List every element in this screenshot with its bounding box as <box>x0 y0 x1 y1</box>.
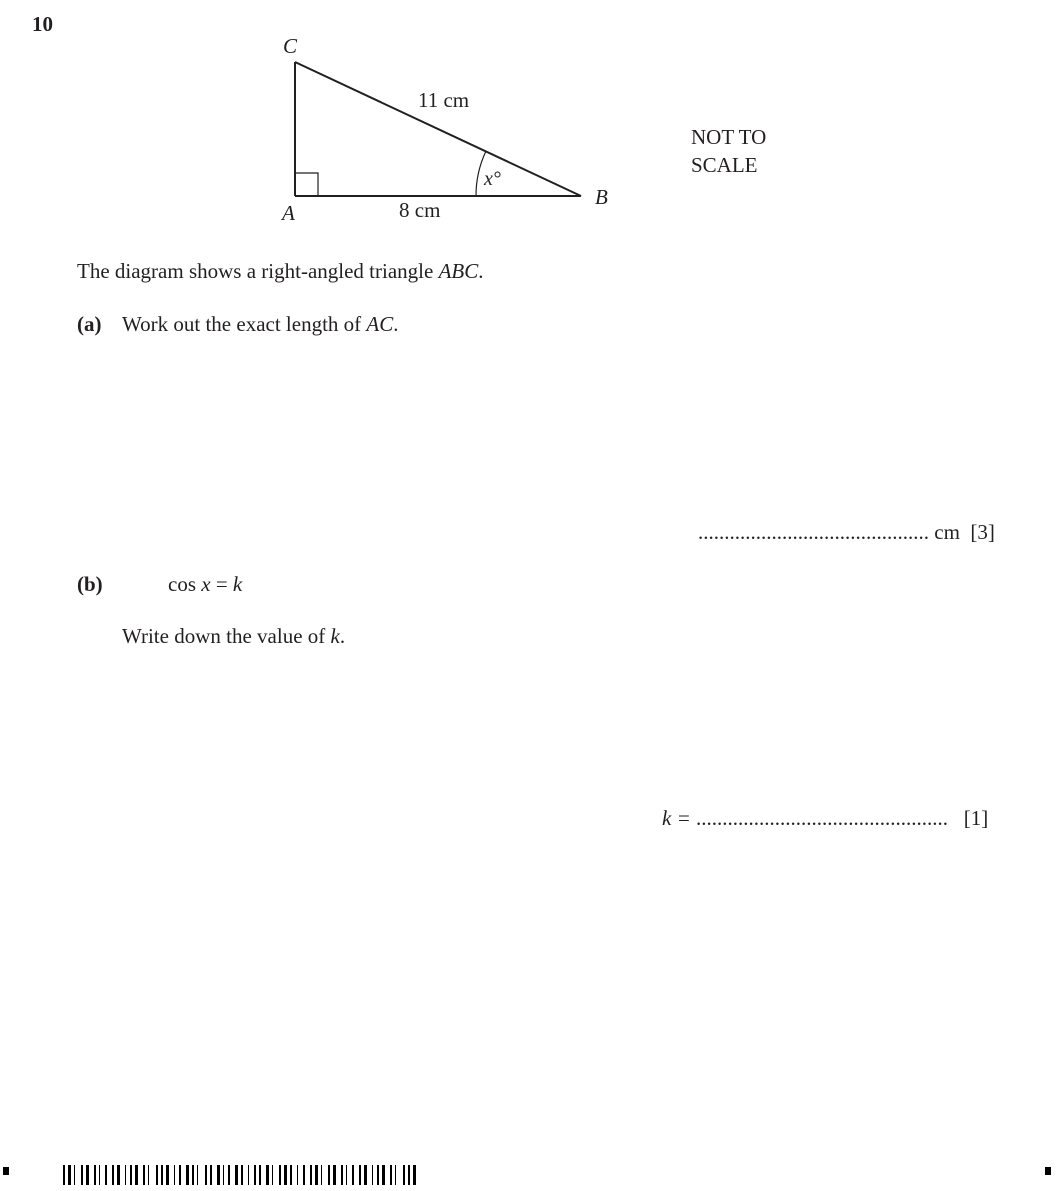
equation-cos: cos <box>168 572 196 596</box>
barcode-bar <box>156 1165 158 1185</box>
barcode-bar <box>390 1165 392 1185</box>
equation-equals: = <box>210 572 233 596</box>
barcode-bar <box>228 1165 230 1185</box>
barcode-bar <box>117 1165 120 1185</box>
vertex-c-label: C <box>283 34 298 58</box>
barcode-bar <box>284 1165 287 1185</box>
barcode-bar <box>68 1165 71 1185</box>
equation-x: x <box>201 572 211 596</box>
barcode-bar <box>125 1165 126 1185</box>
part-a-answer-unit: cm <box>934 520 960 544</box>
barcode-bar <box>395 1165 396 1185</box>
corner-mark-left <box>3 1167 9 1175</box>
part-a-side-name: AC <box>366 312 394 336</box>
hypotenuse-label: 11 cm <box>418 88 470 112</box>
barcode-bar <box>266 1165 269 1185</box>
barcode-bar <box>197 1165 198 1185</box>
barcode-bar <box>63 1165 65 1185</box>
barcode-bar <box>235 1165 238 1185</box>
part-b-answer-line <box>662 806 988 831</box>
barcode-bar <box>86 1165 89 1185</box>
question-intro <box>77 259 483 284</box>
part-b-answer-dots[interactable]: ................................................ <box>696 806 948 830</box>
barcode-bar <box>217 1165 220 1185</box>
part-b-instruction-k: k <box>330 624 340 648</box>
barcode-bar <box>254 1165 256 1185</box>
barcode-bar <box>81 1165 83 1185</box>
barcode-bar <box>241 1165 243 1185</box>
barcode-bar <box>135 1165 138 1185</box>
barcode-bar <box>148 1165 149 1185</box>
part-b-label: (b) <box>77 572 103 596</box>
barcode-bar <box>372 1165 373 1185</box>
part-b-instruction <box>122 624 345 649</box>
side-bc <box>295 62 581 196</box>
corner-mark-right <box>1045 1167 1051 1175</box>
part-b-instruction-end: . <box>339 624 346 648</box>
part-b-marks: [1] <box>963 806 989 830</box>
barcode-bar <box>99 1165 100 1185</box>
barcode-bar <box>403 1165 405 1185</box>
barcode-bar <box>272 1165 273 1185</box>
not-to-scale-line2: SCALE <box>691 153 758 177</box>
barcode-bar <box>377 1165 379 1185</box>
barcode-bar <box>321 1165 322 1185</box>
equation-k: k <box>232 572 243 596</box>
barcode-bar <box>105 1165 107 1185</box>
intro-end: . <box>478 259 484 283</box>
barcode-bar <box>94 1165 96 1185</box>
barcode-bar <box>223 1165 224 1185</box>
not-to-scale-note <box>691 123 811 179</box>
barcode-bar <box>341 1165 343 1185</box>
barcode-bar <box>303 1165 305 1185</box>
part-a-marks: [3] <box>970 520 995 544</box>
part-a-text-end: . <box>393 312 399 336</box>
part-a-answer-dots[interactable]: ............................................ <box>698 520 929 544</box>
part-a-text: Work out the exact length of <box>122 312 367 336</box>
barcode-bar <box>333 1165 336 1185</box>
right-angle-marker <box>295 173 318 196</box>
part-b-answer-prefix: k = <box>662 806 691 830</box>
barcode-bar <box>310 1165 312 1185</box>
part-b-instruction-text: Write down the value of <box>122 624 331 648</box>
barcode-bar <box>408 1165 410 1185</box>
intro-triangle-name: ABC <box>438 259 479 283</box>
barcode-bar <box>315 1165 318 1185</box>
barcode-bar <box>74 1165 75 1185</box>
vertex-a-label: A <box>282 201 295 225</box>
barcode-bar <box>290 1165 292 1185</box>
barcode-bar <box>259 1165 261 1185</box>
base-label: 8 cm <box>399 198 441 222</box>
barcode-bar <box>279 1165 281 1185</box>
part-a-question <box>122 312 399 337</box>
triangle-diagram <box>0 0 1056 240</box>
barcode-bar <box>210 1165 212 1185</box>
not-to-scale-line1: NOT TO <box>691 125 767 149</box>
barcode-bar <box>166 1165 169 1185</box>
barcode-bar <box>413 1165 416 1185</box>
barcode-bar <box>248 1165 249 1185</box>
barcode-bar <box>130 1165 132 1185</box>
vertex-b-label: B <box>595 185 608 209</box>
barcode-bar <box>161 1165 163 1185</box>
barcode-bar <box>364 1165 367 1185</box>
barcode-bar <box>346 1165 347 1185</box>
barcode-bar <box>186 1165 189 1185</box>
barcode-bar <box>328 1165 330 1185</box>
barcode-bar <box>143 1165 145 1185</box>
angle-label: x° <box>484 168 501 190</box>
barcode-bar <box>179 1165 181 1185</box>
barcode-bar <box>352 1165 354 1185</box>
barcode-bar <box>297 1165 298 1185</box>
barcode-bar <box>382 1165 385 1185</box>
barcode-bar <box>205 1165 207 1185</box>
barcode <box>63 1165 425 1187</box>
barcode-bar <box>192 1165 194 1185</box>
barcode-bar <box>112 1165 114 1185</box>
part-a-label: (a) <box>77 312 102 336</box>
part-b-equation <box>168 572 242 597</box>
question-number: 10 <box>32 12 53 36</box>
barcode-bar <box>174 1165 175 1185</box>
barcode-bar <box>359 1165 361 1185</box>
intro-text: The diagram shows a right-angled triangle <box>77 259 439 283</box>
part-a-answer-line <box>698 520 995 545</box>
